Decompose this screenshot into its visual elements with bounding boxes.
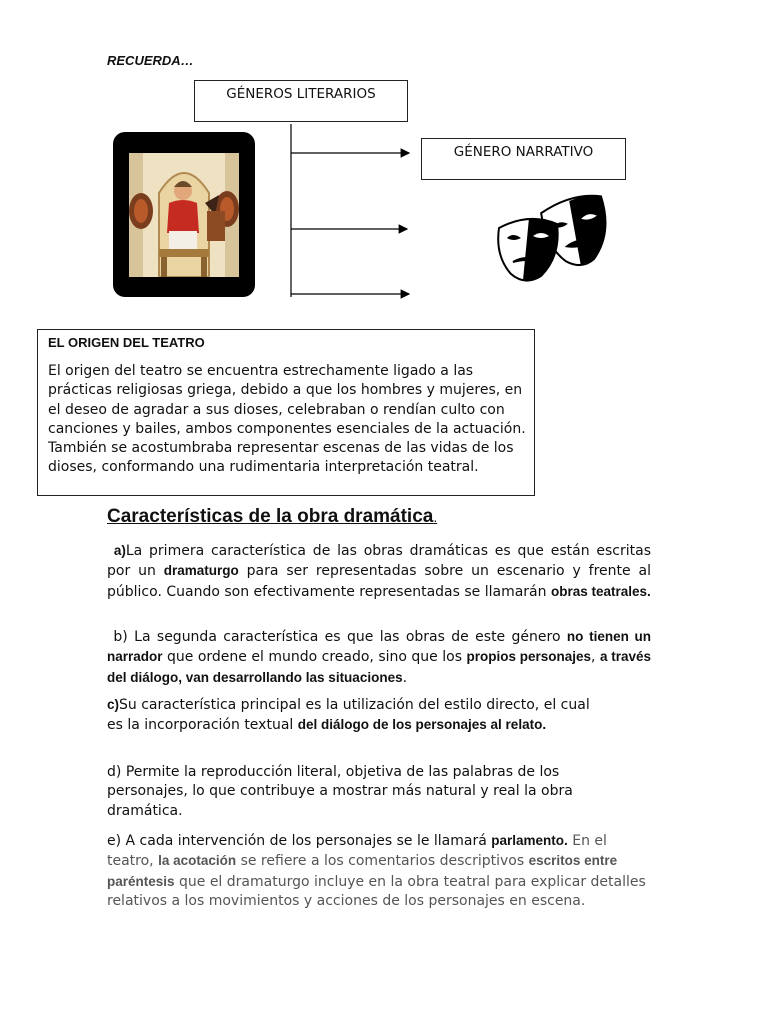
theatre-scene-illustration bbox=[129, 153, 239, 277]
b-text-3: , bbox=[591, 649, 600, 666]
marker-e: e) bbox=[107, 833, 122, 849]
a-text-2: para ser representadas sobre un escenario y frente al público. Cuando son efectivamente representadas se llamarán bbox=[107, 563, 651, 600]
caracteristicas-heading-text: Características de la obra dramática bbox=[107, 506, 434, 527]
a-bold-1: dramaturgo bbox=[163, 563, 239, 579]
e-text-1: A cada intervención de los personajes se le llamará bbox=[125, 833, 492, 849]
e-gray-bold-2: escritos entre paréntesis bbox=[107, 853, 618, 889]
origen-teatro-title: EL ORIGEN DEL TEATRO bbox=[48, 335, 205, 350]
theatre-masks-icon bbox=[495, 192, 615, 284]
b-bold-2: propios personajes bbox=[466, 649, 592, 665]
caracteristicas-heading bbox=[107, 506, 437, 528]
d-text-1: Permite la reproducción literal, objetiva de las palabras de los personajes, lo que contribuye a mostrar más natural y real la obra dramática. bbox=[107, 764, 573, 819]
b-bold-1: no tienen un narrador bbox=[107, 629, 652, 665]
generos-literarios-label: GÉNEROS LITERARIOS bbox=[226, 86, 376, 102]
marker-a: a) bbox=[113, 543, 126, 558]
b-text-1: La segunda característica es que las obras de este género bbox=[134, 629, 567, 645]
b-bold-3: a través del diálogo, van desarrollando las situaciones bbox=[107, 649, 651, 685]
origen-teatro-text: El origen del teatro se encuentra estrechamente ligado a las prácticas religiosas griega, debido a que los hombres y mujeres, en el deseo de agradar a sus dioses, celebraban o rendían culto con canciones y bailes, ambos componentes esenciales de la actuación. También se acostumbraba representar escenas de las vidas de los dioses, conformando una rudimentaria interpretación teatral. bbox=[48, 363, 526, 476]
e-bold-1: parlamento. bbox=[491, 833, 568, 848]
a-bold-2: obras teatrales. bbox=[550, 583, 651, 599]
recuerda-label: RECUERDA… bbox=[107, 53, 194, 68]
caracteristica-a bbox=[107, 541, 651, 602]
marker-b: b) bbox=[113, 629, 128, 645]
caracteristica-e bbox=[107, 831, 647, 911]
caracteristicas-heading-dot: . bbox=[433, 509, 438, 525]
c-bold-1: del diálogo de los personajes al relato. bbox=[297, 717, 547, 733]
e-gray-2: se refiere a los comentarios descriptivos bbox=[236, 853, 529, 870]
c-text-1: Su característica principal es la utilización del estilo directo, el cual es la incorporación textual bbox=[107, 697, 590, 734]
b-text-2: que ordene el mundo creado, sino que los bbox=[162, 649, 467, 666]
caracteristica-c bbox=[107, 695, 607, 736]
marker-d: d) bbox=[107, 764, 122, 780]
tablet-image bbox=[113, 132, 255, 297]
b-text-4: . bbox=[402, 669, 408, 686]
origen-teatro-box bbox=[37, 329, 535, 496]
marker-c: c) bbox=[107, 697, 120, 712]
e-gray-1: En el teatro, bbox=[107, 833, 607, 870]
e-gray-3: que el dramaturgo incluye en la obra teatral para explicar detalles relativos a los movimientos y acciones de los personajes en escena. bbox=[107, 873, 646, 909]
genero-narrativo-label: GÉNERO NARRATIVO bbox=[453, 144, 594, 160]
e-gray-bold-1: la acotación bbox=[158, 853, 237, 869]
a-text-1: La primera característica de las obras dramáticas es que están escritas por un bbox=[107, 543, 652, 580]
caracteristica-d bbox=[107, 763, 607, 821]
caracteristica-b bbox=[107, 627, 651, 688]
